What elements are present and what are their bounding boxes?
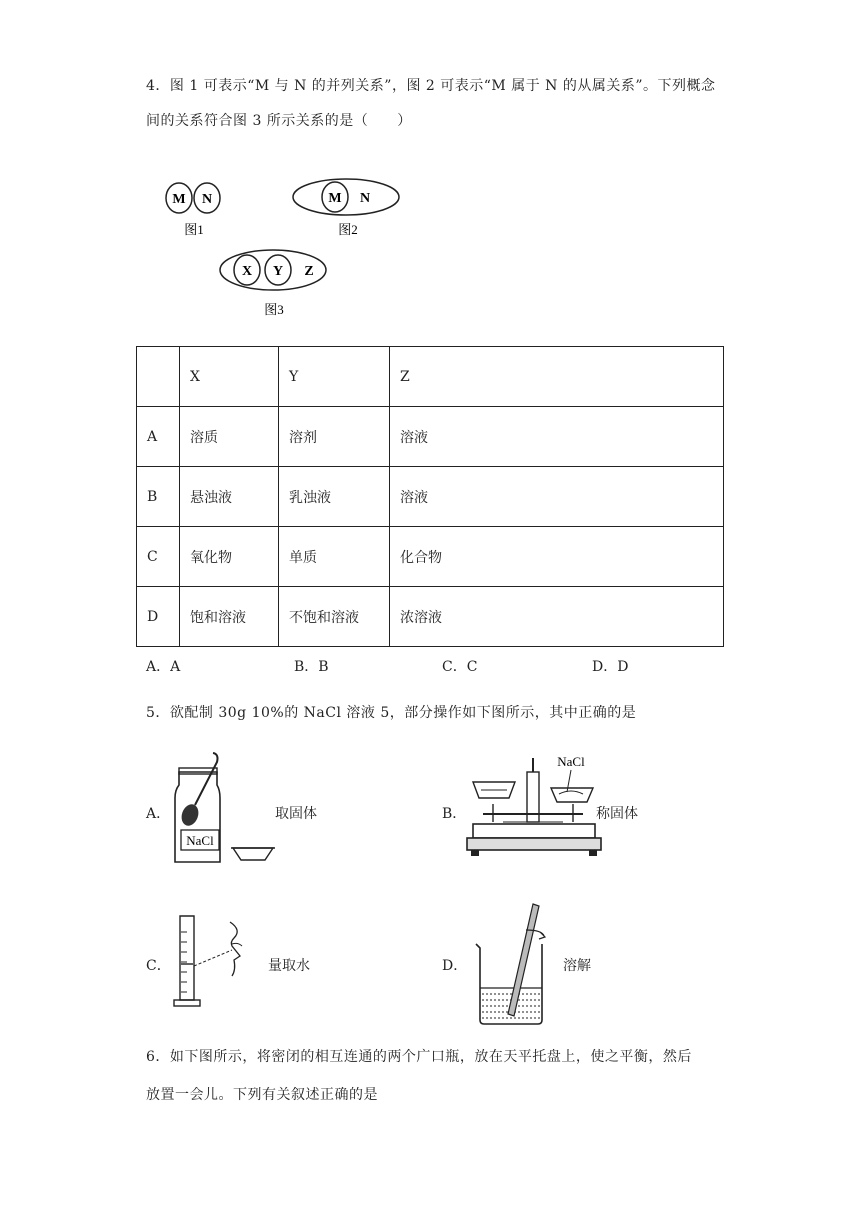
table-cell: 乳浊液 xyxy=(279,467,390,527)
fig2-caption: 图2 xyxy=(338,222,358,237)
q5-d-letter: D． xyxy=(442,958,468,974)
choice-c[interactable]: C．C xyxy=(442,659,478,675)
table-cell: 溶质 xyxy=(180,407,279,467)
q5-line1: 5．欲配制 30g 10%的 NaCl 溶液 5，部分操作如下图所示，其中正确的是 xyxy=(146,705,637,721)
q5-b-letter: B． xyxy=(442,806,467,822)
table-cell: 溶液 xyxy=(390,407,724,467)
q5-a-label: 取固体 xyxy=(275,806,317,822)
table-cell xyxy=(137,347,180,407)
q5-c-letter: C． xyxy=(146,958,171,974)
table-cell: X xyxy=(180,347,279,407)
q5-a-letter: A． xyxy=(146,806,171,822)
table-cell: 化合物 xyxy=(390,527,724,587)
nacl-pan-label: NaCl xyxy=(557,754,585,769)
table-header-row xyxy=(137,347,724,407)
fig3-z-label: Z xyxy=(304,264,314,279)
table-cell: D xyxy=(137,587,180,647)
table-cell: Z xyxy=(390,347,724,407)
options-table xyxy=(136,346,724,647)
q5-d-label: 溶解 xyxy=(563,958,591,974)
q6-line2: 放置一会儿。下列有关叙述正确的是 xyxy=(146,1087,378,1103)
fig1-m-label: M xyxy=(172,192,186,207)
q6-line1: 6．如下图所示，将密闭的相互连通的两个广口瓶，放在天平托盘上，使之平衡，然后 xyxy=(146,1049,692,1065)
choice-a[interactable]: A．A xyxy=(146,659,181,675)
table-cell: 单质 xyxy=(279,527,390,587)
table-cell: 悬浊液 xyxy=(180,467,279,527)
fig3-caption: 图3 xyxy=(264,302,284,317)
fig3-y-label: Y xyxy=(272,264,284,279)
venn-figures xyxy=(150,170,420,330)
table-cell: 浓溶液 xyxy=(390,587,724,647)
choice-b[interactable]: B．B xyxy=(294,659,329,675)
q4-line2: 间的关系符合图 3 所示关系的是（ ） xyxy=(146,113,412,129)
fig3-x-label: X xyxy=(241,264,253,279)
fig2-n-label: N xyxy=(359,191,371,206)
table-cell: 不饱和溶液 xyxy=(279,587,390,647)
table-cell: 氧化物 xyxy=(180,527,279,587)
table-cell: C xyxy=(137,527,180,587)
beaker-illustration xyxy=(470,900,570,1030)
table-cell: Y xyxy=(279,347,390,407)
table-cell: 溶剂 xyxy=(279,407,390,467)
take-solid-illustration xyxy=(165,750,285,870)
graduated-cylinder-illustration xyxy=(170,912,260,1012)
table-row xyxy=(137,527,724,587)
fig1-n-label: N xyxy=(201,192,213,207)
q4-line1: 4．图 1 可表示“M 与 N 的并列关系”，图 2 可表示“M 属于 N 的从属关系”。下列概念 xyxy=(146,78,716,94)
figure-1 xyxy=(166,183,220,237)
figure-2 xyxy=(293,179,399,237)
figure-3 xyxy=(220,250,326,317)
table-cell: 溶液 xyxy=(390,467,724,527)
q5-c-label: 量取水 xyxy=(268,958,310,974)
table-row xyxy=(137,587,724,647)
q5-b-label: 称固体 xyxy=(596,806,638,822)
table-row xyxy=(137,467,724,527)
balance-illustration xyxy=(463,752,603,864)
choice-d[interactable]: D．D xyxy=(592,659,629,675)
table-cell: A xyxy=(137,407,180,467)
table-cell: B xyxy=(137,467,180,527)
table-cell: 饱和溶液 xyxy=(180,587,279,647)
table-row xyxy=(137,407,724,467)
nacl-bottle-label: NaCl xyxy=(186,833,214,848)
fig1-caption: 图1 xyxy=(184,222,204,237)
fig2-m-label: M xyxy=(328,191,342,206)
